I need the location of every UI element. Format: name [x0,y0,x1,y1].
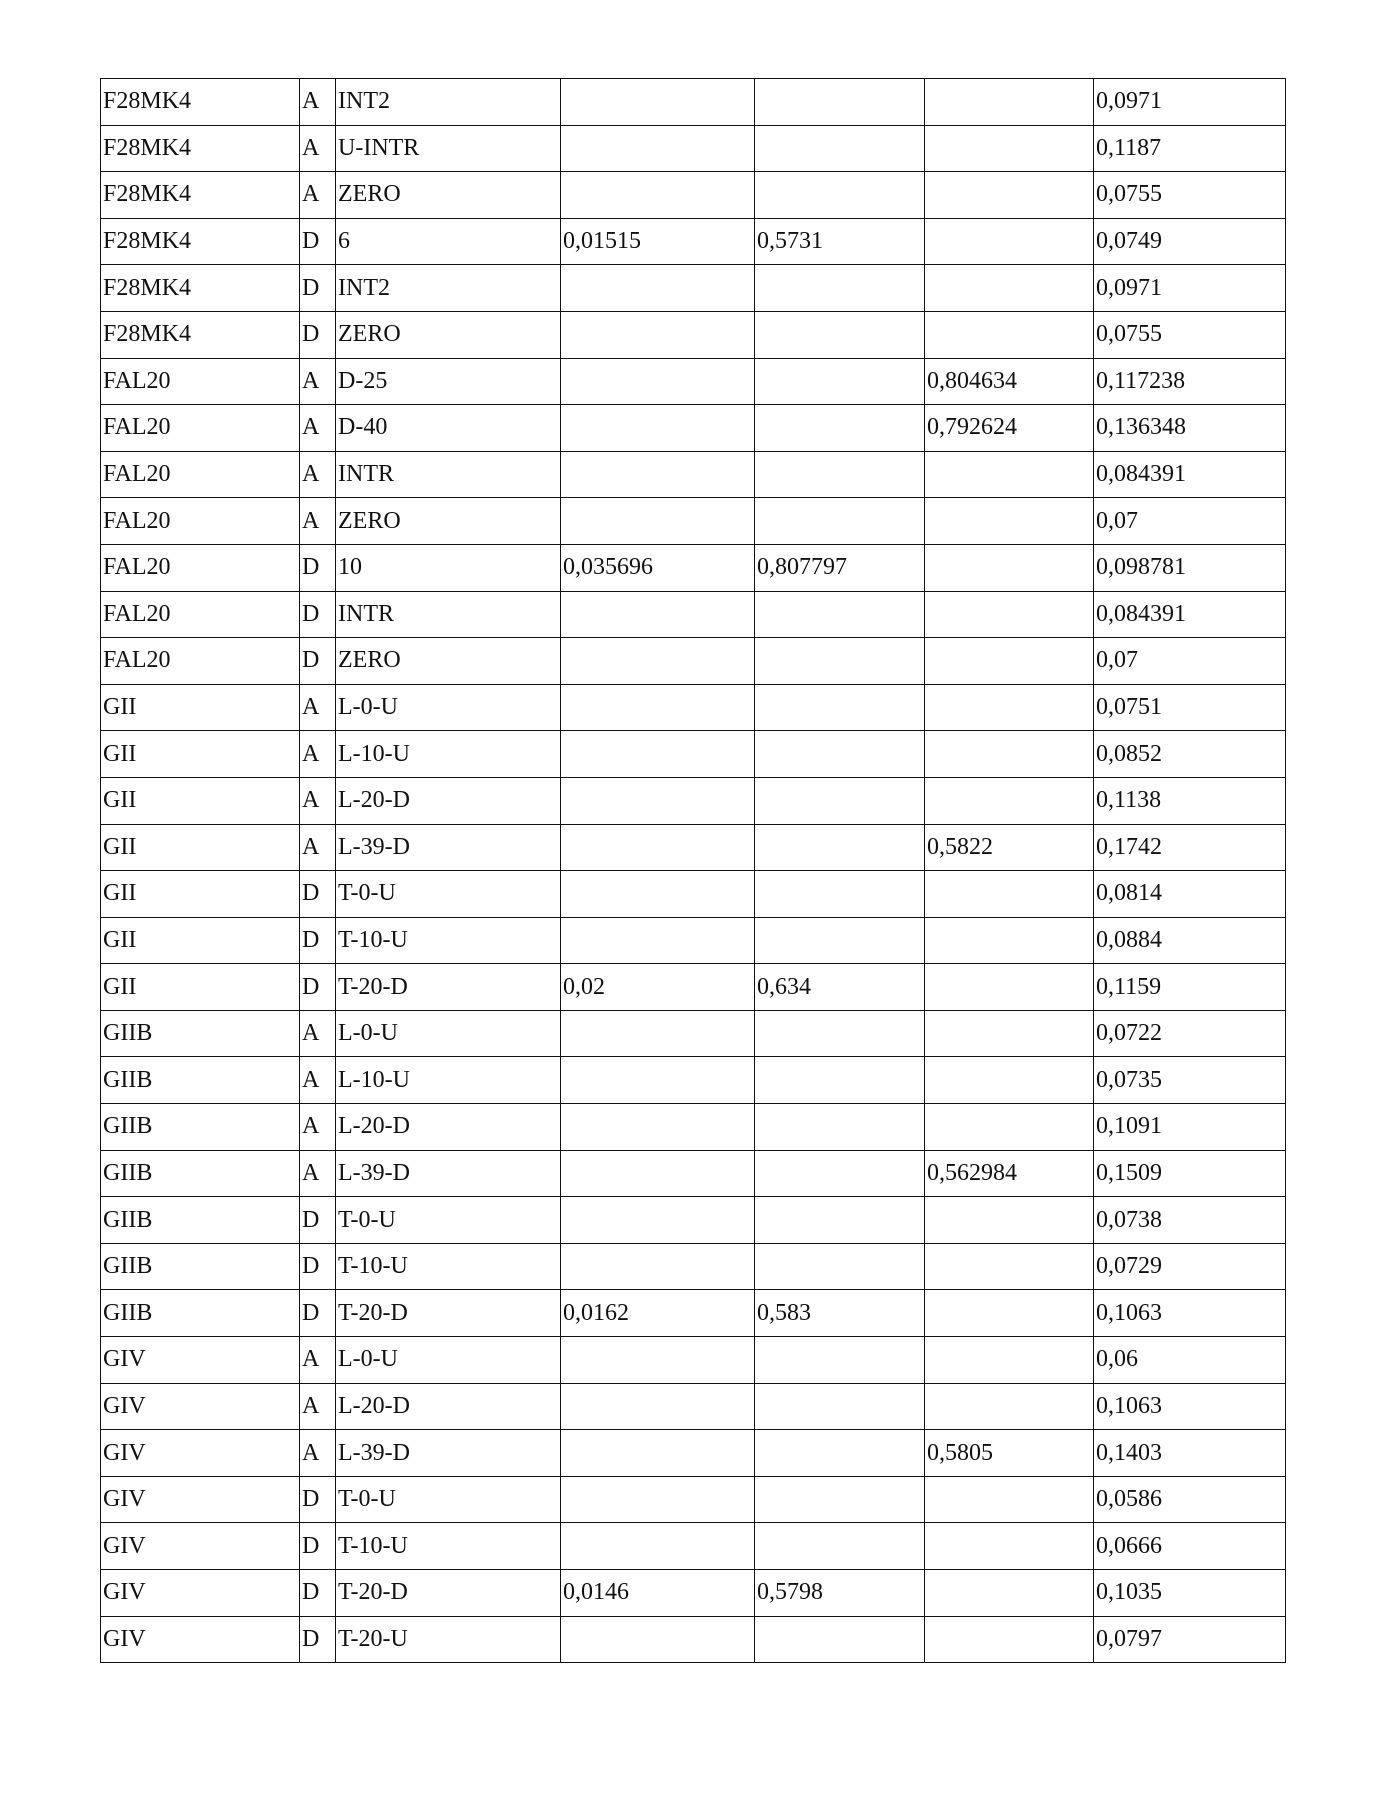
table-cell [925,1476,1094,1523]
table-cell [755,1197,925,1244]
table-cell [561,1150,755,1197]
table-cell: GIV [101,1570,300,1617]
table-cell [755,451,925,498]
table-cell: 0,0971 [1094,265,1286,312]
table-cell: ZERO [336,498,561,545]
table-cell: A [300,1150,336,1197]
table-cell: F28MK4 [101,172,300,219]
table-cell: F28MK4 [101,218,300,265]
table-cell: 0,0162 [561,1290,755,1337]
table-cell [755,917,925,964]
table-cell [755,1150,925,1197]
table-cell: FAL20 [101,498,300,545]
table-cell [925,79,1094,126]
table-cell: GIV [101,1476,300,1523]
table-cell: 0,804634 [925,358,1094,405]
table-cell [561,358,755,405]
table-cell [925,964,1094,1011]
table-cell: 0,1138 [1094,777,1286,824]
table-cell [925,1057,1094,1104]
table-cell: A [300,824,336,871]
table-cell: FAL20 [101,638,300,685]
table-cell [561,1523,755,1570]
table-cell: 0,807797 [755,544,925,591]
table-row [101,1150,1286,1197]
table-cell [755,684,925,731]
table-row [101,311,1286,358]
table-cell: GIV [101,1430,300,1477]
table-cell [561,1616,755,1663]
table-cell: 0,0751 [1094,684,1286,731]
table-cell [925,871,1094,918]
table-cell: 0,0722 [1094,1010,1286,1057]
table-cell [925,125,1094,172]
table-cell [561,917,755,964]
table-cell [925,684,1094,731]
table-cell: GIIB [101,1197,300,1244]
table-cell: 0,01515 [561,218,755,265]
table-cell [925,1337,1094,1384]
table-cell: 0,0666 [1094,1523,1286,1570]
table-cell [755,1243,925,1290]
table-row [101,777,1286,824]
table-cell [925,498,1094,545]
table-cell [755,591,925,638]
table-cell: 0,0749 [1094,218,1286,265]
table-cell [561,1010,755,1057]
table-cell: FAL20 [101,591,300,638]
table-cell: GIIB [101,1104,300,1151]
table-cell: 0,0971 [1094,79,1286,126]
table-cell: 0,0586 [1094,1476,1286,1523]
table-cell: F28MK4 [101,125,300,172]
table-cell: 0,1091 [1094,1104,1286,1151]
table-cell [925,731,1094,778]
table-cell: L-20-D [336,1383,561,1430]
table-cell: 0,0735 [1094,1057,1286,1104]
table-cell: D [300,917,336,964]
table-cell: 0,084391 [1094,451,1286,498]
data-table [100,78,1286,1663]
table-cell: D [300,1570,336,1617]
table-cell: INTR [336,591,561,638]
table-cell: GII [101,777,300,824]
table-cell: 0,0755 [1094,172,1286,219]
table-cell [561,638,755,685]
table-cell: 0,0738 [1094,1197,1286,1244]
table-cell: FAL20 [101,358,300,405]
table-cell: D [300,964,336,1011]
table-cell: L-0-U [336,684,561,731]
table-cell: GII [101,871,300,918]
table-cell [561,591,755,638]
table-cell: D [300,1523,336,1570]
table-cell: 0,084391 [1094,591,1286,638]
table-cell: 0,5798 [755,1570,925,1617]
table-row [101,1476,1286,1523]
table-cell: T-10-U [336,917,561,964]
table-cell: T-20-D [336,964,561,1011]
table-row [101,125,1286,172]
table-cell: 0,136348 [1094,405,1286,452]
table-cell [561,1383,755,1430]
table-cell: INT2 [336,79,561,126]
table-cell: D [300,218,336,265]
table-cell: A [300,451,336,498]
table-cell: FAL20 [101,451,300,498]
table-cell [561,451,755,498]
table-cell: T-0-U [336,871,561,918]
table-cell: 0,792624 [925,405,1094,452]
table-cell: U-INTR [336,125,561,172]
table-cell [561,311,755,358]
table-cell: 6 [336,218,561,265]
table-cell [925,591,1094,638]
table-cell [755,638,925,685]
table-row [101,172,1286,219]
table-cell: D [300,591,336,638]
table-cell: 0,634 [755,964,925,1011]
table-cell [755,871,925,918]
table-cell [925,638,1094,685]
table-row [101,405,1286,452]
table-cell: D [300,1243,336,1290]
table-cell: GIV [101,1383,300,1430]
table-cell [925,265,1094,312]
table-cell [925,1104,1094,1151]
table-cell: A [300,1337,336,1384]
table-row [101,1616,1286,1663]
table-cell: 0,1063 [1094,1290,1286,1337]
table-cell: 0,5731 [755,218,925,265]
table-cell [561,731,755,778]
table-cell: GIV [101,1616,300,1663]
table-cell: ZERO [336,172,561,219]
table-cell: L-0-U [336,1010,561,1057]
table-cell: L-39-D [336,1430,561,1477]
table-cell: F28MK4 [101,265,300,312]
table-row [101,1243,1286,1290]
table-cell: 0,1403 [1094,1430,1286,1477]
table-cell: ZERO [336,638,561,685]
table-cell: A [300,79,336,126]
table-cell [925,1243,1094,1290]
table-cell: D-25 [336,358,561,405]
table-cell [755,1616,925,1663]
table-cell [755,311,925,358]
table-cell: GIIB [101,1243,300,1290]
table-cell [561,1243,755,1290]
table-cell [561,1337,755,1384]
table-cell: FAL20 [101,544,300,591]
table-cell [561,172,755,219]
table-row [101,1010,1286,1057]
table-cell: A [300,405,336,452]
table-cell [561,777,755,824]
table-cell: 0,0814 [1094,871,1286,918]
table-row [101,1337,1286,1384]
table-cell: A [300,684,336,731]
table-cell: GIIB [101,1010,300,1057]
table-cell: GIV [101,1523,300,1570]
table-cell: A [300,1383,336,1430]
table-cell: A [300,731,336,778]
table-cell: L-0-U [336,1337,561,1384]
table-cell [755,1057,925,1104]
table-cell: D [300,265,336,312]
table-row [101,824,1286,871]
table-row [101,638,1286,685]
table-cell [755,125,925,172]
table-cell [925,172,1094,219]
table-row [101,917,1286,964]
table-cell: 0,0797 [1094,1616,1286,1663]
table-cell [561,405,755,452]
table-cell: GIV [101,1337,300,1384]
table-cell: L-20-D [336,777,561,824]
table-cell: L-39-D [336,824,561,871]
table-row [101,1523,1286,1570]
table-cell: 0,0729 [1094,1243,1286,1290]
table-cell: A [300,1057,336,1104]
table-cell: T-10-U [336,1523,561,1570]
table-cell [925,777,1094,824]
table-cell: D-40 [336,405,561,452]
table-cell: 0,07 [1094,638,1286,685]
table-cell [925,917,1094,964]
table-cell [755,265,925,312]
table-row [101,265,1286,312]
table-cell: A [300,1104,336,1151]
table-cell: D [300,1197,336,1244]
table-cell: 0,1742 [1094,824,1286,871]
table-cell: T-20-D [336,1290,561,1337]
table-cell: A [300,1430,336,1477]
table-cell [755,172,925,219]
table-cell: ZERO [336,311,561,358]
table-cell [561,1197,755,1244]
table-row [101,684,1286,731]
table-cell [925,1197,1094,1244]
table-row [101,1430,1286,1477]
table-cell: 0,117238 [1094,358,1286,405]
table-cell: GII [101,731,300,778]
table-row [101,1570,1286,1617]
table-row [101,1104,1286,1151]
table-cell [561,824,755,871]
table-row [101,1057,1286,1104]
table-row [101,544,1286,591]
table-cell [561,1104,755,1151]
table-cell: INT2 [336,265,561,312]
table-cell [561,1057,755,1104]
table-cell [925,1383,1094,1430]
table-cell: D [300,1290,336,1337]
table-cell: 0,583 [755,1290,925,1337]
table-cell [755,1383,925,1430]
table-row [101,451,1286,498]
table-row [101,1197,1286,1244]
table-row [101,498,1286,545]
table-cell [925,1290,1094,1337]
table-cell: GIIB [101,1290,300,1337]
table-cell [561,265,755,312]
table-cell: A [300,777,336,824]
table-cell [925,1523,1094,1570]
table-cell: L-39-D [336,1150,561,1197]
table-cell: F28MK4 [101,311,300,358]
table-cell: T-0-U [336,1197,561,1244]
table-cell [755,1523,925,1570]
table-cell [755,1337,925,1384]
table-cell [755,358,925,405]
table-cell: D [300,311,336,358]
table-row [101,871,1286,918]
table-cell: 0,0852 [1094,731,1286,778]
table-cell [925,1570,1094,1617]
table-cell [925,1010,1094,1057]
table-cell: 0,06 [1094,1337,1286,1384]
table-cell: D [300,1616,336,1663]
table-cell: 0,5805 [925,1430,1094,1477]
table-cell: 0,562984 [925,1150,1094,1197]
table-cell: L-10-U [336,731,561,778]
table-cell: A [300,498,336,545]
table-cell: L-10-U [336,1057,561,1104]
table-cell: GII [101,964,300,1011]
table-cell: FAL20 [101,405,300,452]
table-cell [755,777,925,824]
table-cell [925,218,1094,265]
table-cell [755,79,925,126]
table-cell [755,405,925,452]
table-cell: 0,1509 [1094,1150,1286,1197]
table-cell [925,451,1094,498]
table-cell: D [300,871,336,918]
table-row [101,218,1286,265]
table-cell [561,498,755,545]
table-cell [755,824,925,871]
table-cell: 0,0755 [1094,311,1286,358]
table-row [101,731,1286,778]
table-cell: 0,098781 [1094,544,1286,591]
table-cell: 0,1035 [1094,1570,1286,1617]
table-cell: 0,0884 [1094,917,1286,964]
table-row [101,358,1286,405]
table-row [101,1290,1286,1337]
table-cell [755,731,925,778]
table-cell: A [300,1010,336,1057]
table-row [101,964,1286,1011]
table-cell [561,1476,755,1523]
table-cell: 0,1187 [1094,125,1286,172]
table-cell: 10 [336,544,561,591]
table-cell [755,1430,925,1477]
table-cell: L-20-D [336,1104,561,1151]
table-cell: GII [101,917,300,964]
table-cell [561,79,755,126]
table-cell [561,684,755,731]
table-row [101,591,1286,638]
table-cell [925,544,1094,591]
table-cell: 0,02 [561,964,755,1011]
table-cell: 0,1159 [1094,964,1286,1011]
table-cell: 0,07 [1094,498,1286,545]
table-row [101,79,1286,126]
table-cell [755,1104,925,1151]
table-cell: A [300,172,336,219]
table-cell [561,125,755,172]
table-cell: T-0-U [336,1476,561,1523]
table-cell: GIIB [101,1057,300,1104]
table-cell [925,1616,1094,1663]
table-cell: T-20-D [336,1570,561,1617]
table-cell: T-20-U [336,1616,561,1663]
table-cell: A [300,358,336,405]
table-cell: 0,1063 [1094,1383,1286,1430]
table-cell: 0,5822 [925,824,1094,871]
table-cell [755,498,925,545]
table-cell: GII [101,824,300,871]
table-cell: D [300,638,336,685]
table-cell: INTR [336,451,561,498]
table-cell: D [300,1476,336,1523]
table-cell [561,871,755,918]
table-cell: T-10-U [336,1243,561,1290]
table-cell [561,1430,755,1477]
table-cell: F28MK4 [101,79,300,126]
table-cell: GII [101,684,300,731]
table-cell [925,311,1094,358]
table-row [101,1383,1286,1430]
table-cell: 0,035696 [561,544,755,591]
table-cell [755,1010,925,1057]
table-cell: D [300,544,336,591]
table-cell: 0,0146 [561,1570,755,1617]
table-cell: GIIB [101,1150,300,1197]
table-cell: A [300,125,336,172]
table-cell [755,1476,925,1523]
